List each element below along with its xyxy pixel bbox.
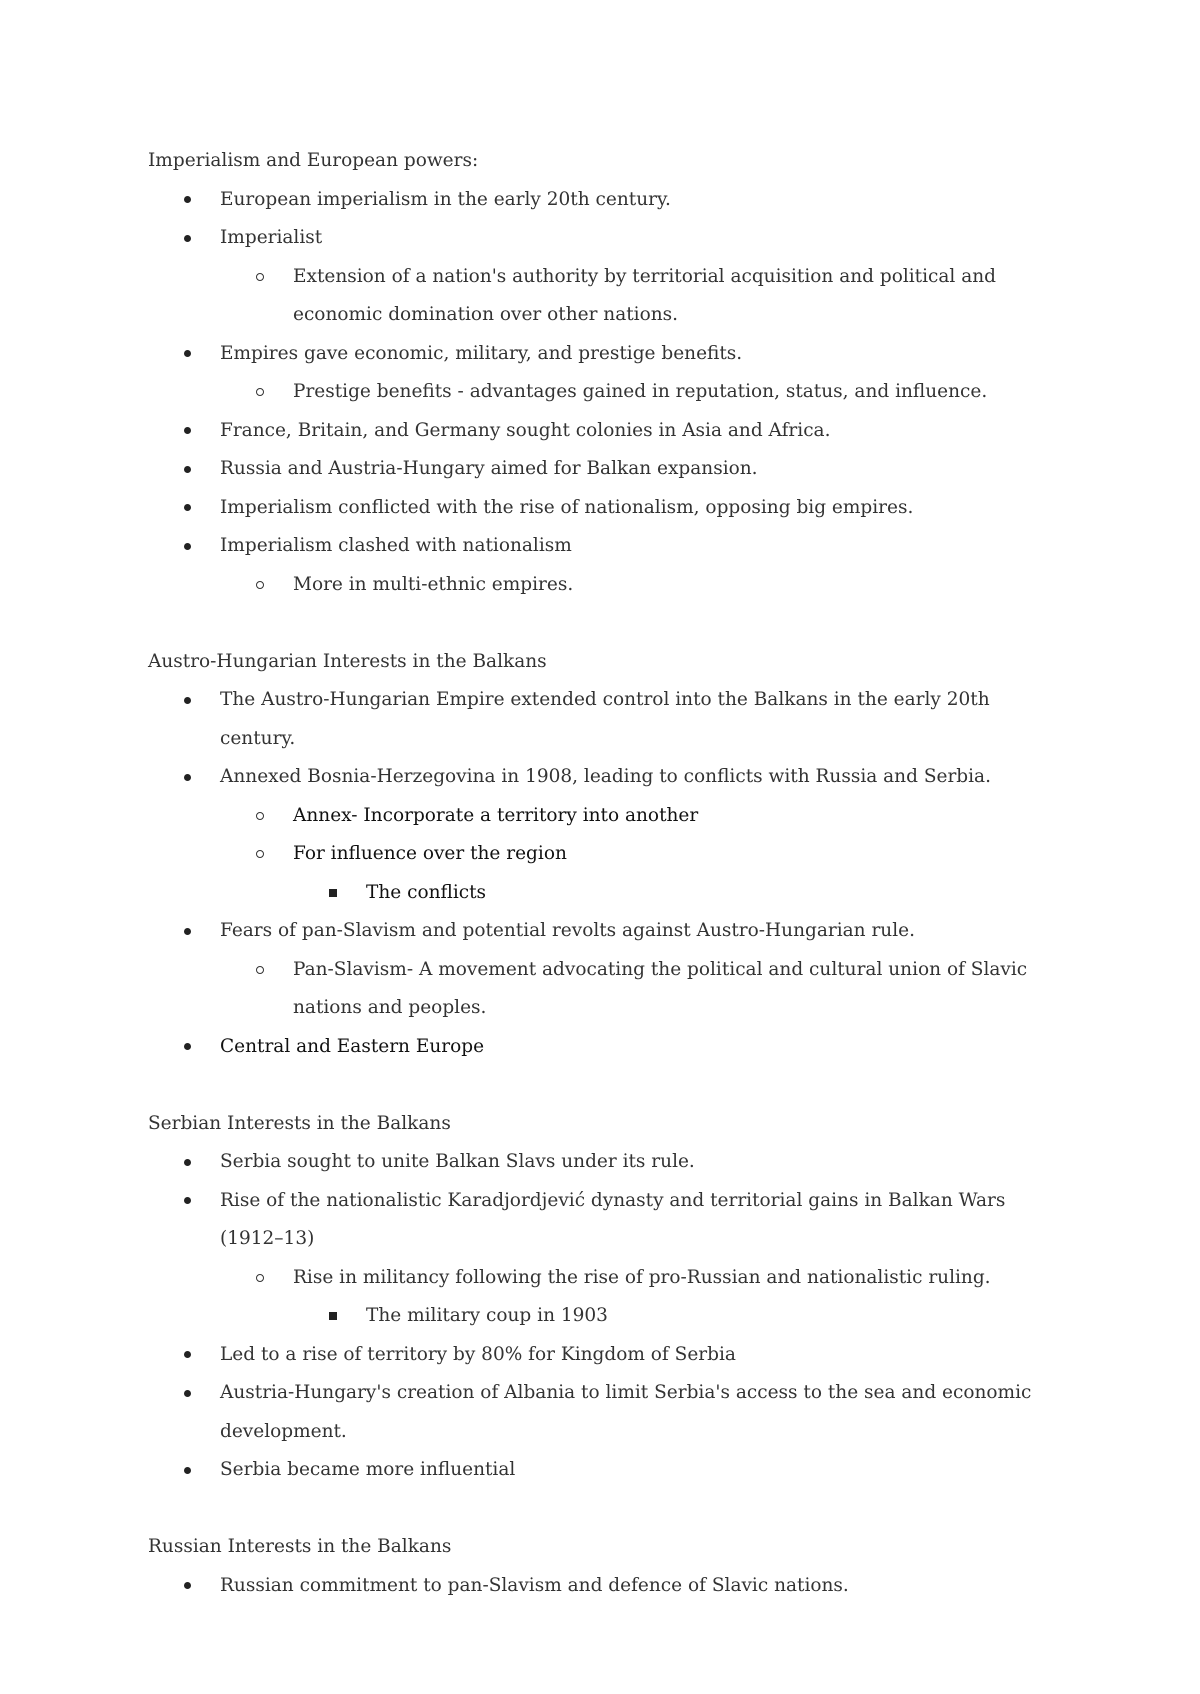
bullet-square-icon <box>329 874 337 913</box>
list-item <box>148 335 1068 374</box>
list-item <box>148 1143 1068 1182</box>
list-item-text: Central and Eastern Europe <box>220 1035 485 1057</box>
section-spacer <box>148 604 1068 643</box>
bullet-circle-icon <box>256 1259 264 1298</box>
bullet-disc-icon <box>184 412 191 451</box>
section-spacer <box>148 1066 1068 1105</box>
bullet-list <box>148 681 1068 1066</box>
bullet-disc-icon <box>184 1336 191 1375</box>
list-item <box>148 1182 1068 1259</box>
list-item-text: For influence over the region <box>293 843 567 864</box>
list-item-text: France, Britain, and Germany sought colonies in Asia and Africa. <box>220 419 831 441</box>
list-item <box>148 1374 1068 1451</box>
section-heading: Austro-Hungarian Interests in the Balkans <box>148 650 547 672</box>
notes-section <box>148 643 1068 1067</box>
list-item-text: Annexed Bosnia-Herzegovina in 1908, leading to conflicts with Russia and Serbia. <box>220 766 991 787</box>
list-item-text: Imperialist <box>220 227 323 248</box>
bullet-circle-icon <box>256 566 264 605</box>
bullet-circle-icon <box>256 951 264 990</box>
list-item <box>148 951 1068 1028</box>
list-item <box>148 835 1068 874</box>
list-item-text: More in multi-ethnic empires. <box>293 573 574 595</box>
bullet-disc-icon <box>184 181 191 220</box>
bullet-disc-icon <box>184 758 191 797</box>
bullet-disc-icon <box>184 527 191 566</box>
list-item <box>148 797 1068 836</box>
list-item-text: Extension of a nation's authority by territorial acquisition and political and economic domination over other nations. <box>293 265 997 325</box>
bullet-list <box>148 181 1068 605</box>
list-item-text: Austria-Hungary's creation of Albania to limit Serbia's access to the sea and economic development. <box>220 1382 1032 1442</box>
section-heading: Russian Interests in the Balkans <box>148 1536 452 1557</box>
notes-section <box>148 1528 1068 1605</box>
bullet-disc-icon <box>184 1451 191 1490</box>
list-item <box>148 450 1068 489</box>
list-item <box>148 258 1068 335</box>
list-item-text: Rise of the nationalistic Karadjordjević dynasty and territorial gains in Balkan Wars (1912–13) <box>220 1189 1006 1249</box>
notes-section <box>148 142 1068 604</box>
bullet-disc-icon <box>184 1143 191 1182</box>
list-item-text: The Austro-Hungarian Empire extended control into the Balkans in the early 20th century. <box>220 689 990 749</box>
bullet-disc-icon <box>184 219 191 258</box>
list-item-text: Russian commitment to pan-Slavism and defence of Slavic nations. <box>220 1574 849 1596</box>
bullet-disc-icon <box>184 1028 191 1067</box>
bullet-disc-icon <box>184 335 191 374</box>
list-item <box>148 758 1068 797</box>
bullet-square-icon <box>329 1297 337 1336</box>
list-item-text: Annex- Incorporate a territory into another <box>293 804 699 826</box>
bullet-list <box>148 1143 1068 1490</box>
list-item <box>148 1451 1068 1490</box>
list-item <box>148 1336 1068 1375</box>
list-item <box>148 181 1068 220</box>
list-item <box>148 527 1068 566</box>
list-item-text: The conflicts <box>366 881 487 903</box>
section-heading: Imperialism and European powers: <box>148 150 479 171</box>
list-item-text: European imperialism in the early 20th century. <box>220 188 671 210</box>
bullet-disc-icon <box>184 1374 191 1413</box>
list-item-text: Serbia sought to unite Balkan Slavs under its rule. <box>220 1151 695 1172</box>
section-heading: Serbian Interests in the Balkans <box>148 1112 451 1134</box>
list-item <box>148 681 1068 758</box>
bullet-disc-icon <box>184 450 191 489</box>
list-item-text: Prestige benefits - advantages gained in reputation, status, and influence. <box>293 381 988 402</box>
list-item-text: Pan-Slavism- A movement advocating the political and cultural union of Slavic nations and peoples. <box>293 958 1028 1018</box>
bullet-circle-icon <box>256 797 264 836</box>
notes-section <box>148 1105 1068 1490</box>
bullet-disc-icon <box>184 1182 191 1221</box>
list-item <box>148 412 1068 451</box>
list-item-text: Rise in militancy following the rise of pro-Russian and nationalistic ruling. <box>293 1266 991 1288</box>
section-spacer <box>148 1490 1068 1529</box>
list-item <box>148 219 1068 258</box>
bullet-circle-icon <box>256 835 264 874</box>
list-item-text: Russia and Austria-Hungary aimed for Balkan expansion. <box>220 458 758 479</box>
list-item-text: Serbia became more influential <box>220 1459 516 1480</box>
document-body <box>148 142 1068 1605</box>
list-item <box>148 566 1068 605</box>
list-item <box>148 1567 1068 1606</box>
list-item-text: Fears of pan-Slavism and potential revolts against Austro-Hungarian rule. <box>220 920 915 941</box>
bullet-disc-icon <box>184 912 191 951</box>
list-item-text: Empires gave economic, military, and prestige benefits. <box>220 342 743 364</box>
list-item <box>148 912 1068 951</box>
list-item-text: Imperialism clashed with nationalism <box>220 535 572 556</box>
list-item <box>148 1028 1068 1067</box>
bullet-disc-icon <box>184 681 191 720</box>
list-item-text: Imperialism conflicted with the rise of nationalism, opposing big empires. <box>220 496 914 518</box>
list-item <box>148 373 1068 412</box>
list-item-text: The military coup in 1903 <box>366 1305 608 1326</box>
list-item-text: Led to a rise of territory by 80% for Kingdom of Serbia <box>220 1343 736 1365</box>
bullet-disc-icon <box>184 489 191 528</box>
bullet-circle-icon <box>256 258 264 297</box>
list-item <box>148 489 1068 528</box>
list-item <box>148 1259 1068 1298</box>
list-item <box>148 1297 1068 1336</box>
list-item <box>148 874 1068 913</box>
bullet-disc-icon <box>184 1567 191 1606</box>
bullet-circle-icon <box>256 373 264 412</box>
bullet-list <box>148 1567 1068 1606</box>
